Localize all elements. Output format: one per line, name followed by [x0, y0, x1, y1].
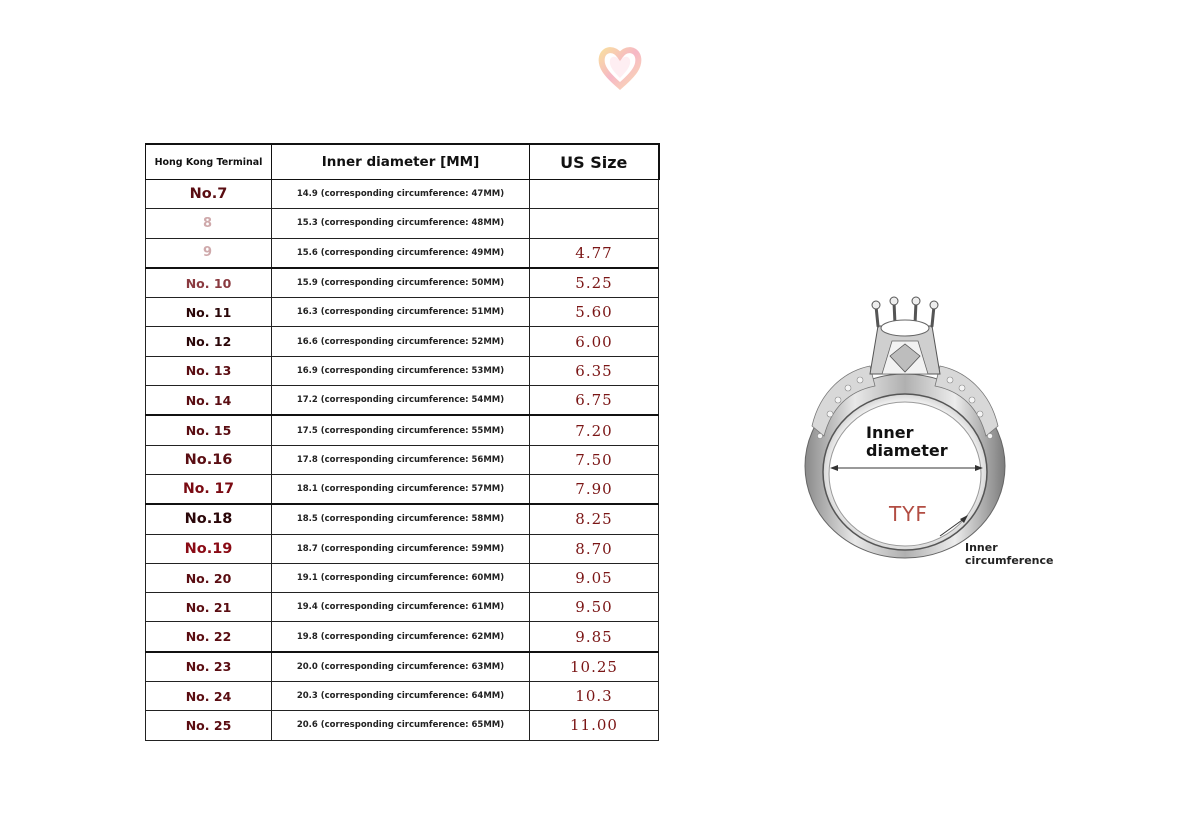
inner-diameter-label: Inner diameter	[866, 423, 948, 460]
engraving-text: TYF	[889, 502, 928, 526]
us-size-cell: 8.25	[530, 504, 659, 534]
table-row	[146, 268, 659, 298]
us-size-cell: 6.00	[530, 327, 659, 356]
hk-size-cell: No.16	[146, 445, 272, 474]
diameter-cell: 18.1 (corresponding circumference: 57MM)	[272, 474, 530, 504]
diameter-cell: 17.8 (corresponding circumference: 56MM)	[272, 445, 530, 474]
header-us-size: US Size	[530, 144, 659, 180]
diameter-cell: 17.5 (corresponding circumference: 55MM)	[272, 415, 530, 445]
diameter-cell: 16.9 (corresponding circumference: 53MM)	[272, 356, 530, 385]
table-row	[146, 622, 659, 652]
us-size-cell: 9.85	[530, 622, 659, 652]
us-size-cell: 4.77	[530, 238, 659, 268]
diameter-cell: 15.3 (corresponding circumference: 48MM)	[272, 209, 530, 238]
diameter-cell: 16.6 (corresponding circumference: 52MM)	[272, 327, 530, 356]
us-size-cell: 5.25	[530, 268, 659, 298]
table-row	[146, 445, 659, 474]
diameter-cell: 20.3 (corresponding circumference: 64MM)	[272, 682, 530, 711]
diameter-cell: 20.0 (corresponding circumference: 63MM)	[272, 652, 530, 682]
hk-size-cell: No. 17	[146, 474, 272, 504]
hk-size-cell: No. 12	[146, 327, 272, 356]
hk-size-cell: No. 20	[146, 563, 272, 592]
us-size-cell: 9.05	[530, 563, 659, 592]
hk-size-cell: No. 22	[146, 622, 272, 652]
table-row	[146, 209, 659, 238]
diameter-cell: 14.9 (corresponding circumference: 47MM)	[272, 180, 530, 209]
hk-size-cell: No.18	[146, 504, 272, 534]
diameter-cell: 19.1 (corresponding circumference: 60MM)	[272, 563, 530, 592]
table-row	[146, 563, 659, 592]
ring-size-table	[145, 143, 660, 741]
us-size-cell	[530, 180, 659, 209]
hk-size-cell: 9	[146, 238, 272, 268]
header-inner-diameter: Inner diameter [MM]	[272, 144, 530, 180]
hk-size-cell: No.7	[146, 180, 272, 209]
us-size-cell: 10.3	[530, 682, 659, 711]
diameter-cell: 19.8 (corresponding circumference: 62MM)	[272, 622, 530, 652]
table-row	[146, 238, 659, 268]
us-size-cell: 6.75	[530, 386, 659, 416]
us-size-cell: 7.90	[530, 474, 659, 504]
us-size-cell: 7.20	[530, 415, 659, 445]
diameter-cell: 15.6 (corresponding circumference: 49MM)	[272, 238, 530, 268]
diameter-cell: 17.2 (corresponding circumference: 54MM)	[272, 386, 530, 416]
table-row	[146, 180, 659, 209]
us-size-cell	[530, 209, 659, 238]
diameter-cell: 15.9 (corresponding circumference: 50MM)	[272, 268, 530, 298]
hk-size-cell: No.19	[146, 534, 272, 563]
table-row	[146, 652, 659, 682]
table-row	[146, 534, 659, 563]
us-size-cell: 5.60	[530, 298, 659, 327]
hk-size-cell: No. 13	[146, 356, 272, 385]
diameter-cell: 16.3 (corresponding circumference: 51MM)	[272, 298, 530, 327]
inner-circumference-label: Inner circumference	[965, 541, 1054, 567]
diameter-cell: 19.4 (corresponding circumference: 61MM)	[272, 593, 530, 622]
header-hong-kong: Hong Kong Terminal	[146, 144, 272, 180]
table-row	[146, 386, 659, 416]
hk-size-cell: No. 25	[146, 711, 272, 740]
us-size-cell: 9.50	[530, 593, 659, 622]
table-row	[146, 474, 659, 504]
us-size-cell: 11.00	[530, 711, 659, 740]
table-row	[146, 504, 659, 534]
hk-size-cell: No. 11	[146, 298, 272, 327]
diameter-cell: 20.6 (corresponding circumference: 65MM)	[272, 711, 530, 740]
hk-size-cell: No. 21	[146, 593, 272, 622]
table-row	[146, 327, 659, 356]
hk-size-cell: 8	[146, 209, 272, 238]
table-row	[146, 415, 659, 445]
table-row	[146, 711, 659, 740]
table-row	[146, 298, 659, 327]
hk-size-cell: No. 14	[146, 386, 272, 416]
hk-size-cell: No. 24	[146, 682, 272, 711]
diameter-cell: 18.5 (corresponding circumference: 58MM)	[272, 504, 530, 534]
hk-size-cell: No. 23	[146, 652, 272, 682]
table-row	[146, 682, 659, 711]
us-size-cell: 6.35	[530, 356, 659, 385]
hk-size-cell: No. 15	[146, 415, 272, 445]
us-size-cell: 8.70	[530, 534, 659, 563]
diameter-cell: 18.7 (corresponding circumference: 59MM)	[272, 534, 530, 563]
table-row	[146, 356, 659, 385]
us-size-cell: 7.50	[530, 445, 659, 474]
us-size-cell: 10.25	[530, 652, 659, 682]
table-header-row	[146, 144, 659, 180]
heart-logo-icon	[596, 42, 644, 90]
hk-size-cell: No. 10	[146, 268, 272, 298]
table-row	[146, 593, 659, 622]
